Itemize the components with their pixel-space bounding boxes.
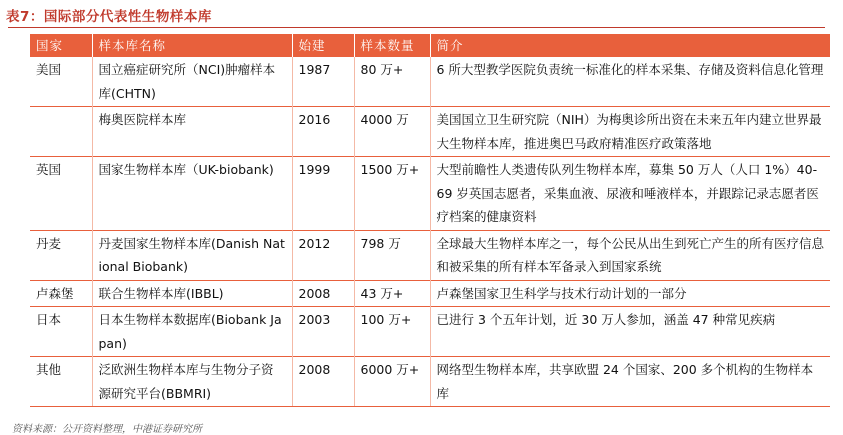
cell-count: 1500 万+ — [354, 157, 430, 231]
cell-count: 80 万+ — [354, 57, 430, 107]
cell-name: 联合生物样本库(IBBL) — [92, 280, 292, 307]
cell-name: 国立癌症研究所（NCI)肿瘤样本库(CHTN) — [92, 57, 292, 107]
cell-year: 1987 — [292, 57, 354, 107]
table-row — [30, 157, 830, 231]
header-country: 国家 — [30, 34, 92, 57]
cell-year: 2012 — [292, 230, 354, 280]
cell-country: 英国 — [30, 157, 92, 231]
header-year: 始建 — [292, 34, 354, 57]
cell-year: 2003 — [292, 307, 354, 357]
cell-country — [30, 107, 92, 157]
table-row — [30, 57, 830, 107]
cell-description: 网络型生物样本库，共享欧盟 24 个国家、200 多个机构的生物样本库 — [430, 357, 830, 407]
header-description: 简介 — [430, 34, 830, 57]
cell-name: 泛欧洲生物样本库与生物分子资源研究平台(BBMRI) — [92, 357, 292, 407]
cell-year: 1999 — [292, 157, 354, 231]
cell-country: 日本 — [30, 307, 92, 357]
cell-description: 全球最大生物样本库之一，每个公民从出生到死亡产生的所有医疗信息和被采集的所有样本军备录入到国家系统 — [430, 230, 830, 280]
table-title: 表7：国际部分代表性生物样本库 — [6, 9, 212, 25]
cell-count: 6000 万+ — [354, 357, 430, 407]
cell-year: 2008 — [292, 280, 354, 307]
cell-name: 丹麦国家生物样本库(Danish National Biobank) — [92, 230, 292, 280]
cell-count: 100 万+ — [354, 307, 430, 357]
cell-count: 4000 万 — [354, 107, 430, 157]
table-row — [30, 230, 830, 280]
cell-year: 2016 — [292, 107, 354, 157]
cell-count: 798 万 — [354, 230, 430, 280]
cell-country: 卢森堡 — [30, 280, 92, 307]
table-row — [30, 357, 830, 407]
cell-description: 卢森堡国家卫生科学与技术行动计划的一部分 — [430, 280, 830, 307]
table-row — [30, 280, 830, 307]
cell-name: 国家生物样本库（UK-biobank) — [92, 157, 292, 231]
source-note: 资料来源：公开资料整理，中港证券研究所 — [12, 424, 202, 435]
cell-description: 美国国立卫生研究院（NIH）为梅奥诊所出资在未来五年内建立世界最大生物样本库，推进奥巴马政府精准医疗政策落地 — [430, 107, 830, 157]
cell-description: 大型前瞻性人类遗传队列生物样本库，募集 50 万人（人口 1%）40-69 岁英国志愿者，采集血液、尿液和唾液样本，并跟踪记录志愿者医疗档案的健康资料 — [430, 157, 830, 231]
cell-country: 美国 — [30, 57, 92, 107]
biobank-table — [30, 34, 830, 407]
header-count: 样本数量 — [354, 34, 430, 57]
cell-name: 日本生物样本数据库(Biobank Japan) — [92, 307, 292, 357]
header-name: 样本库名称 — [92, 34, 292, 57]
cell-country: 其他 — [30, 357, 92, 407]
table-row — [30, 307, 830, 357]
cell-count: 43 万+ — [354, 280, 430, 307]
table-header-row — [30, 34, 830, 57]
cell-description: 已进行 3 个五年计划，近 30 万人参加，涵盖 47 种常见疾病 — [430, 307, 830, 357]
title-divider — [8, 27, 825, 28]
cell-name: 梅奥医院样本库 — [92, 107, 292, 157]
cell-description: 6 所大型教学医院负责统一标准化的样本采集、存储及资料信息化管理 — [430, 57, 830, 107]
cell-country: 丹麦 — [30, 230, 92, 280]
cell-year: 2008 — [292, 357, 354, 407]
table-row — [30, 107, 830, 157]
